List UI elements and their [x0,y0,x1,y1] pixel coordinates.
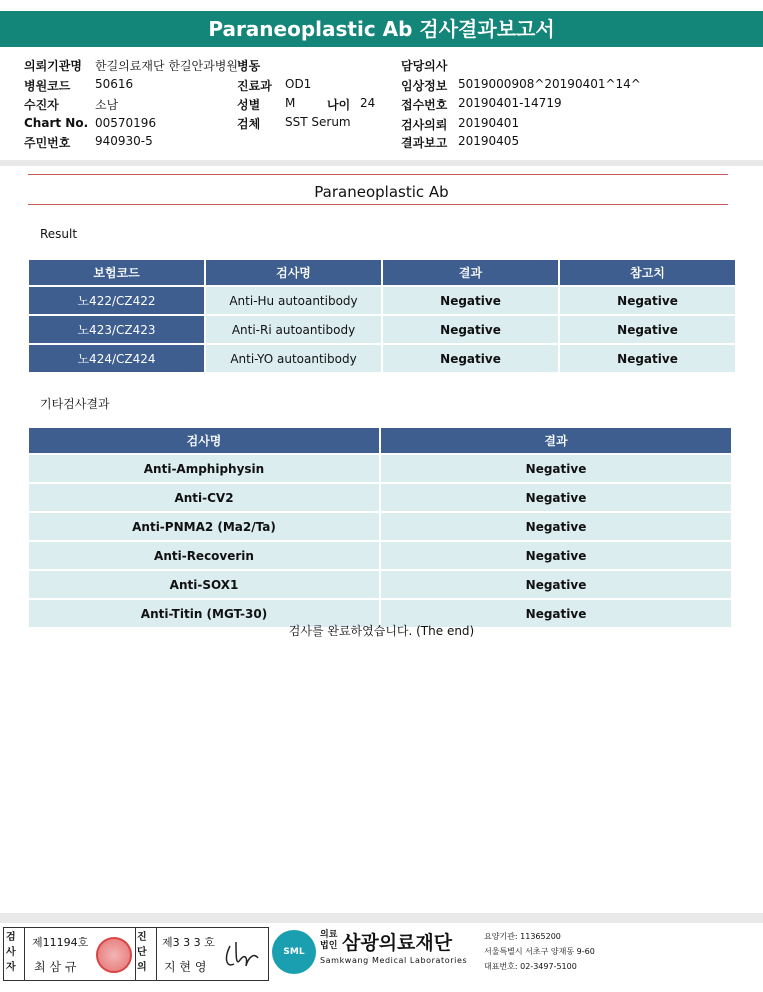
table-row [29,287,737,314]
org-name: 삼광의료재단 [342,932,453,954]
report-date-label: 결과보고 [401,136,448,150]
reference-value: Negative [560,316,737,343]
table-row [29,455,733,482]
section-title: Paraneoplastic Ab [314,183,449,201]
header-test-name: 검사명 [29,428,381,453]
signature-icon [222,938,262,972]
test-result: Negative [381,484,733,511]
hospital-code-label: 병원코드 [24,79,71,93]
chart-value: 00570196 [95,116,157,130]
ward-label: 병동 [237,59,261,73]
clinical-value: 5019000908^20190401^14^ [458,77,641,91]
test-name: Anti-Amphiphysin [29,455,381,482]
table-row [29,345,737,372]
tester-label: 검사자 [6,932,16,973]
tester-name: 최 삼 규 [34,960,77,974]
sml-logo-icon: SML [272,930,316,974]
test-result: Negative [383,345,560,372]
org-code: 요양기관: 11365200 [484,932,561,941]
bottom-divider [28,204,728,205]
footer-separator [0,913,763,923]
request-label: 검사의뢰 [401,118,448,132]
test-name: Anti-Titin (MGT-30) [29,600,381,627]
reference-value: Negative [560,345,737,372]
org-prefix: 의료법인 [320,930,338,951]
test-result: Negative [381,513,733,540]
test-name: Anti-SOX1 [29,571,381,598]
confirmer-label: 진단의 [137,932,147,973]
patient-label: 수진자 [24,98,59,112]
test-result: Negative [381,455,733,482]
result-table [29,258,737,374]
test-name: Anti-Ri autoantibody [206,316,383,343]
age-label: 나이 [327,98,351,112]
insurance-code: 노422/CZ422 [29,287,206,314]
signature-box [3,927,269,981]
request-value: 20190401 [458,116,520,130]
sex-value: M [285,96,296,110]
test-name: Anti-PNMA2 (Ma2/Ta) [29,513,381,540]
seal-stamp-icon [96,937,132,973]
other-results-table [29,426,733,629]
insurance-code: 노424/CZ424 [29,345,206,372]
org-address: 서울특별시 서초구 양재동 9-60 [484,947,595,956]
table-row [29,316,737,343]
reference-value: Negative [560,287,737,314]
table-row [29,571,733,598]
test-result: Negative [381,600,733,627]
table-row [29,542,733,569]
institution-value: 한길의료재단 한길안과병원 [95,59,238,73]
institution-label: 의뢰기관명 [24,59,82,73]
result-header-row [29,260,737,285]
specimen-value: SST Serum [285,115,351,129]
insurance-code: 노423/CZ423 [29,316,206,343]
receipt-value: 20190401-14719 [458,96,562,110]
report-title: Paraneoplastic Ab 검사결과보고서 [0,11,763,47]
patient-value: 소남 [95,98,119,112]
hospital-code-value: 50616 [95,77,134,91]
test-name: Anti-Recoverin [29,542,381,569]
test-name: Anti-Hu autoantibody [206,287,383,314]
top-divider [28,174,728,175]
header-test-name: 검사명 [206,260,383,285]
other-header-row [29,428,733,453]
dept-label: 진료과 [237,79,272,93]
dept-value: OD1 [285,77,312,91]
confirmer-name: 지 현 영 [164,960,207,974]
header-separator [0,160,763,166]
rrn-value: 940930-5 [95,134,153,148]
table-row [29,513,733,540]
test-result: Negative [381,542,733,569]
header-result: 결과 [383,260,560,285]
confirmer-number: 제3 3 3 호 [162,936,215,949]
test-name: Anti-YO autoantibody [206,345,383,372]
rrn-label: 주민번호 [24,136,71,150]
test-name: Anti-CV2 [29,484,381,511]
receipt-label: 접수번호 [401,98,448,112]
end-note: 검사를 완료하였습니다. (The end) [288,624,475,638]
tester-number: 제11194호 [32,936,89,949]
test-result: Negative [383,316,560,343]
chart-label: Chart No. [24,116,89,130]
org-english-name: Samkwang Medical Laboratories [320,956,468,965]
report-date-value: 20190405 [458,134,520,148]
other-results-label: 기타검사결과 [40,397,110,411]
sex-label: 성별 [237,98,261,112]
result-label: Result [40,227,78,241]
age-value: 24 [360,96,376,110]
test-result: Negative [381,571,733,598]
test-result: Negative [383,287,560,314]
doctor-label: 담당의사 [401,59,448,73]
table-row [29,484,733,511]
header-reference: 참고치 [560,260,737,285]
header-result: 결과 [381,428,733,453]
org-phone: 대표번호: 02-3497-5100 [484,962,577,971]
header-insurance-code: 보험코드 [29,260,206,285]
specimen-label: 검체 [237,117,261,131]
clinical-label: 임상정보 [401,79,448,93]
